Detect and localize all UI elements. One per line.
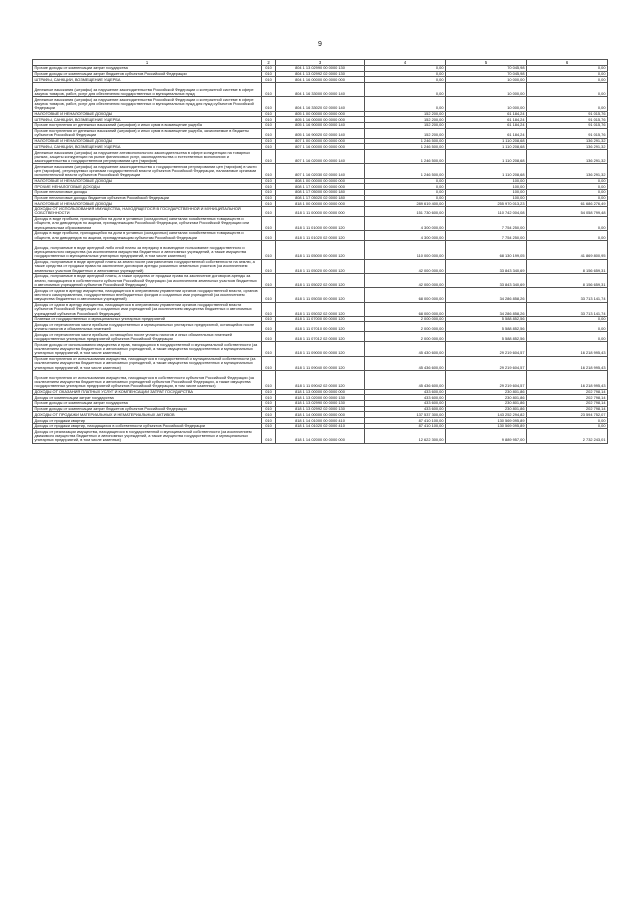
page-number: 9 — [318, 41, 322, 48]
row-executed-amount: 70 045,98 — [446, 66, 527, 72]
row-approved-amount: 0,00 — [365, 190, 446, 196]
row-approved-amount: 0,00 — [365, 195, 446, 201]
row-name: НАЛОГОВЫЕ И НЕНАЛОГОВЫЕ ДОХОДЫ — [33, 111, 262, 117]
row-classification-code: 818 1 13 02992 02 0000 130 — [276, 406, 365, 412]
row-approved-amount: 151 730 600,00 — [365, 207, 446, 217]
row-line-code: 010 — [262, 66, 276, 72]
table-row — [33, 117, 608, 123]
row-name: Прочие доходы от компенсации затрат государства — [33, 66, 262, 72]
row-executed-amount: 100,00 — [446, 178, 527, 184]
table-row — [33, 216, 608, 230]
column-header: 1 — [33, 60, 262, 66]
row-remaining-amount: 54 058 799,48 — [527, 207, 608, 217]
row-classification-code: 808 1 17 00000 00 0000 000 — [276, 184, 365, 190]
row-line-code: 010 — [262, 389, 276, 395]
row-approved-amount: 0,00 — [365, 184, 446, 190]
row-classification-code: 818 1 14 01020 02 0000 410 — [276, 423, 365, 429]
row-executed-amount: 10 000,00 — [446, 77, 527, 83]
row-name: Прочие неналоговые доходы — [33, 190, 262, 196]
row-executed-amount: 110 742 004,08 — [446, 207, 527, 217]
row-executed-amount: 61 184,24 — [446, 117, 527, 123]
row-executed-amount: 29 219 604,57 — [446, 371, 527, 390]
row-executed-amount: 130 569 095,89 — [446, 423, 527, 429]
row-line-code: 010 — [262, 418, 276, 424]
row-classification-code: 805 1 16 90000 00 0000 140 — [276, 123, 365, 129]
row-approved-amount: 289 619 400,00 — [365, 201, 446, 207]
row-classification-code: 818 1 14 02000 00 0000 000 — [276, 429, 365, 443]
row-line-code: 010 — [262, 241, 276, 260]
row-name: Прочие поступления от денежных взысканий (штрафов) и иных сумм в возмещение ущерба — [33, 123, 262, 129]
row-approved-amount: 1 246 500,00 — [365, 144, 446, 150]
row-approved-amount: 152 200,00 — [365, 111, 446, 117]
row-executed-amount: 1 110 208,68 — [446, 144, 527, 150]
row-remaining-amount: 0,00 — [527, 184, 608, 190]
row-line-code: 010 — [262, 322, 276, 332]
row-approved-amount: 2 000 000,00 — [365, 316, 446, 322]
row-classification-code: 818 1 14 00000 00 0000 000 — [276, 412, 365, 418]
row-name: Доходы от реализации имущества, находящегося в государственной и муниципальной собственности (за исключением движимого имущества бюджетных и автономных учреждений, а также имущества государственных и муниципальных унитарных предприятий, в том числе казенных) — [33, 429, 262, 443]
row-executed-amount: 33 843 340,69 — [446, 273, 527, 287]
row-remaining-amount: 202 798,14 — [527, 406, 608, 412]
row-classification-code: 818 1 11 09000 00 0000 120 — [276, 342, 365, 356]
table-row — [33, 356, 608, 370]
row-line-code: 010 — [262, 302, 276, 316]
row-executed-amount: 61 184,24 — [446, 123, 527, 129]
row-line-code: 010 — [262, 429, 276, 443]
row-name: НАЛОГОВЫЕ И НЕНАЛОГОВЫЕ ДОХОДЫ — [33, 201, 262, 207]
row-classification-code: 804 1 16 33000 00 0000 140 — [276, 83, 365, 97]
row-line-code: 010 — [262, 207, 276, 217]
row-approved-amount: 433 600,00 — [365, 395, 446, 401]
row-executed-amount: 9 889 957,00 — [446, 429, 527, 443]
row-name: ПРОЧИЕ НЕНАЛОГОВЫЕ ДОХОДЫ — [33, 184, 262, 190]
row-remaining-amount: 33 713 141,74 — [527, 302, 608, 316]
row-approved-amount: 110 000 000,00 — [365, 241, 446, 260]
row-remaining-amount: 202 798,14 — [527, 389, 608, 395]
row-executed-amount: 70 045,98 — [446, 71, 527, 77]
row-remaining-amount: 16 218 995,43 — [527, 371, 608, 390]
row-classification-code: 818 1 14 01000 00 0000 410 — [276, 418, 365, 424]
row-classification-code: 818 1 00 00000 00 0000 000 — [276, 201, 365, 207]
row-name: Прочие поступления от использования имущества, находящегося в собственности субъектов Российской Федерации (за исключением имущества бюджетных и автономных учреждений субъектов Российской Федерации, а также имущества государственных унитарных предприятий субъектов Российской Федерации, в том числе казенных) — [33, 371, 262, 390]
row-remaining-amount: 0,00 — [527, 332, 608, 342]
row-classification-code: 805 1 16 00000 00 0000 000 — [276, 117, 365, 123]
column-header: 4 — [365, 60, 446, 66]
row-line-code: 010 — [262, 138, 276, 144]
row-line-code: 010 — [262, 231, 276, 241]
row-name: Прочие поступления от денежных взысканий (штрафов) и иных сумм в возмещение ущерба, зачисляемые в бюджеты субъектов Российской Федерации — [33, 128, 262, 138]
column-header: 3 — [276, 60, 365, 66]
row-name: Доходы от продажи квартир — [33, 418, 262, 424]
row-classification-code: 818 1 11 05020 00 0000 120 — [276, 259, 365, 273]
table-row — [33, 241, 608, 260]
row-remaining-amount: 0,00 — [527, 423, 608, 429]
row-line-code: 010 — [262, 401, 276, 407]
row-executed-amount: 7 754 250,00 — [446, 231, 527, 241]
table-row — [33, 195, 608, 201]
row-approved-amount: 42 000 000,00 — [365, 273, 446, 287]
row-remaining-amount: 16 218 995,43 — [527, 356, 608, 370]
column-header: 2 — [262, 60, 276, 66]
row-line-code: 010 — [262, 216, 276, 230]
row-line-code: 010 — [262, 412, 276, 418]
row-line-code: 010 — [262, 406, 276, 412]
table-row — [33, 144, 608, 150]
row-remaining-amount: 33 713 141,74 — [527, 288, 608, 302]
row-approved-amount: 0,00 — [365, 66, 446, 72]
row-executed-amount: 1 110 208,68 — [446, 150, 527, 164]
row-remaining-amount: 202 798,14 — [527, 395, 608, 401]
row-remaining-amount: 136 291,32 — [527, 144, 608, 150]
table-row — [33, 342, 608, 356]
row-classification-code: 807 1 00 00000 00 0000 000 — [276, 138, 365, 144]
row-classification-code: 805 1 00 00000 00 0000 000 — [276, 111, 365, 117]
row-remaining-amount: 0,00 — [527, 195, 608, 201]
row-name: НАЛОГОВЫЕ И НЕНАЛОГОВЫЕ ДОХОДЫ — [33, 138, 262, 144]
row-approved-amount: 1 246 500,00 — [365, 150, 446, 164]
row-name: Доходы от перечисления части прибыли государственных и муниципальных унитарных предприятий, остающейся после уплаты налогов и обязательных платежей — [33, 322, 262, 332]
report-body — [33, 66, 608, 444]
row-name: Платежи от государственных и муниципальных унитарных предприятий — [33, 316, 262, 322]
row-name: Денежные взыскания (штрафы) за нарушение законодательства Российской Федерации о контрактной системе в сфере закупок товаров, работ, услуг для обеспечения государственных и муниципальных нужд для нужд субъектов Российской Федерации — [33, 97, 262, 111]
row-line-code: 010 — [262, 316, 276, 322]
row-approved-amount: 4 300 000,00 — [365, 216, 446, 230]
table-row — [33, 273, 608, 287]
row-approved-amount: 45 436 600,00 — [365, 371, 446, 390]
row-line-code: 010 — [262, 97, 276, 111]
row-remaining-amount: 136 291,32 — [527, 138, 608, 144]
row-executed-amount: 68 130 199,05 — [446, 241, 527, 260]
row-classification-code: 808 1 17 05020 02 0000 180 — [276, 195, 365, 201]
row-executed-amount: 1 110 208,68 — [446, 164, 527, 178]
row-remaining-amount: 91 015,76 — [527, 128, 608, 138]
row-classification-code: 818 1 11 07012 02 0000 120 — [276, 332, 365, 342]
row-approved-amount: 2 000 000,00 — [365, 322, 446, 332]
row-line-code: 010 — [262, 423, 276, 429]
row-name: Доходы в виде прибыли, приходящейся на доли в уставных (складочных) капиталах хозяйственных товариществ и обществ, или дивидендов по акциям, принадлежащим субъектам Российской Федерации — [33, 231, 262, 241]
row-classification-code: 818 1 11 07000 00 0000 120 — [276, 316, 365, 322]
row-executed-amount: 61 184,24 — [446, 128, 527, 138]
row-approved-amount: 152 200,00 — [365, 123, 446, 129]
row-remaining-amount: 0,00 — [527, 418, 608, 424]
row-name: ШТРАФЫ, САНКЦИИ, ВОЗМЕЩЕНИЕ УЩЕРБА — [33, 77, 262, 83]
row-classification-code: 818 1 11 09040 00 0000 120 — [276, 356, 365, 370]
row-line-code: 010 — [262, 123, 276, 129]
row-approved-amount: 433 600,00 — [365, 406, 446, 412]
row-classification-code: 808 1 00 00000 00 0000 000 — [276, 178, 365, 184]
row-classification-code: 807 1 16 02000 00 0000 140 — [276, 150, 365, 164]
row-classification-code: 818 1 11 05000 00 0000 120 — [276, 241, 365, 260]
table-row — [33, 316, 608, 322]
row-remaining-amount: 91 015,76 — [527, 117, 608, 123]
row-name: Доходы от продажи квартир, находящихся в собственности субъектов Российской Федерации — [33, 423, 262, 429]
table-row — [33, 259, 608, 273]
row-line-code: 010 — [262, 128, 276, 138]
row-name: Прочие доходы от компенсации затрат государства — [33, 401, 262, 407]
table-row — [33, 423, 608, 429]
row-executed-amount: 100,00 — [446, 195, 527, 201]
row-line-code: 010 — [262, 332, 276, 342]
row-approved-amount: 0,00 — [365, 178, 446, 184]
row-approved-amount: 1 246 500,00 — [365, 164, 446, 178]
row-line-code: 010 — [262, 150, 276, 164]
row-approved-amount: 2 000 000,00 — [365, 332, 446, 342]
row-approved-amount: 4 300 000,00 — [365, 231, 446, 241]
row-classification-code: 804 1 13 02992 02 0000 130 — [276, 71, 365, 77]
row-name: Прочие доходы от использования имущества и прав, находящихся в государственной и муниципальной собственности (за исключением имущества бюджетных и автономных учреждений, а также имущества государственных и муниципальных унитарных предприятий, в том числе казенных) — [33, 342, 262, 356]
row-executed-amount: 130 569 095,89 — [446, 418, 527, 424]
row-name: Доходы, получаемые в виде арендной платы, а также средства от продажи права на заключение договоров аренды за земли, находящиеся в собственности субъектов Российской Федерации (за исключением земельных участков бюджетных и автономных учреждений субъектов Российской Федерации) — [33, 273, 262, 287]
row-remaining-amount: 8 156 659,31 — [527, 273, 608, 287]
row-name: ШТРАФЫ, САНКЦИИ, ВОЗМЕЩЕНИЕ УЩЕРБА — [33, 144, 262, 150]
row-remaining-amount: 91 015,76 — [527, 123, 608, 129]
row-classification-code: 804 1 16 00000 00 0000 000 — [276, 77, 365, 83]
row-line-code: 010 — [262, 83, 276, 97]
row-line-code: 010 — [262, 178, 276, 184]
row-classification-code: 818 1 13 02000 00 0000 130 — [276, 395, 365, 401]
row-remaining-amount: 23 594 752,07 — [527, 412, 608, 418]
row-executed-amount: 230 801,86 — [446, 406, 527, 412]
row-approved-amount: 87 410 100,00 — [365, 423, 446, 429]
table-row — [33, 97, 608, 111]
row-remaining-amount: 41 869 800,95 — [527, 241, 608, 260]
row-remaining-amount: 91 015,76 — [527, 111, 608, 117]
table-row — [33, 332, 608, 342]
table-row — [33, 412, 608, 418]
row-remaining-amount: 0,00 — [527, 322, 608, 332]
row-classification-code: 808 1 17 05000 00 0000 180 — [276, 190, 365, 196]
row-executed-amount: 230 801,86 — [446, 401, 527, 407]
row-remaining-amount: 202 798,14 — [527, 401, 608, 407]
table-row — [33, 150, 608, 164]
row-approved-amount: 152 200,00 — [365, 117, 446, 123]
row-classification-code: 818 1 11 00000 00 0000 000 — [276, 207, 365, 217]
row-classification-code: 818 1 13 02990 00 0000 130 — [276, 401, 365, 407]
row-classification-code: 818 1 11 05022 02 0000 120 — [276, 273, 365, 287]
row-executed-amount: 34 286 858,26 — [446, 302, 527, 316]
row-remaining-amount: 0,00 — [527, 231, 608, 241]
table-row — [33, 128, 608, 138]
row-name: Доходы от компенсации затрат государства — [33, 395, 262, 401]
row-approved-amount: 433 600,00 — [365, 389, 446, 395]
row-executed-amount: 1 110 208,68 — [446, 138, 527, 144]
row-approved-amount: 0,00 — [365, 71, 446, 77]
table-row — [33, 371, 608, 390]
row-approved-amount: 152 200,00 — [365, 128, 446, 138]
row-name: Прочие поступления от использования имущества, находящегося в государственной и муниципальной собственности (за исключением имущества бюджетных и автономных учреждений, а также имущества государственных и муниципальных унитарных предприятий, в том числе казенных) — [33, 356, 262, 370]
row-executed-amount: 33 843 340,69 — [446, 259, 527, 273]
row-name: Доходы, получаемые в виде арендной либо иной платы за передачу в возмездное пользование государственного и муниципального имущества (за исключением имущества бюджетных и автономных учреждений, а также имущества государственных и муниципальных унитарных предприятий, в том числе казенных) — [33, 241, 262, 260]
row-executed-amount: 143 252 294,82 — [446, 412, 527, 418]
table-row — [33, 164, 608, 178]
row-name: НАЛОГОВЫЕ И НЕНАЛОГОВЫЕ ДОХОДЫ — [33, 178, 262, 184]
table-row — [33, 71, 608, 77]
row-approved-amount: 0,00 — [365, 97, 446, 111]
row-name: Прочие доходы от компенсации затрат бюджетов субъектов Российской Федерации — [33, 71, 262, 77]
row-executed-amount: 100,00 — [446, 184, 527, 190]
row-remaining-amount: 0,00 — [527, 71, 608, 77]
row-approved-amount: 45 430 600,00 — [365, 342, 446, 356]
table-row — [33, 406, 608, 412]
row-approved-amount: 42 000 000,00 — [365, 259, 446, 273]
row-name: Денежные взыскания (штрафы) за нарушение антимонопольного законодательства в сфере конкуренции на товарных рынках, защиты конкуренции на рынке финансовых услуг, законодательства о естественных монополиях и законодательства о государственном регулировании цен (тарифов) — [33, 150, 262, 164]
row-name: Доходы от сдачи в аренду имущества, находящегося в оперативном управлении органов государственной власти, органов местного самоуправления, государственных внебюджетных фондов и созданных ими учреждений (за исключением имущества бюджетных и автономных учреждений) — [33, 288, 262, 302]
row-remaining-amount: 0,00 — [527, 83, 608, 97]
row-executed-amount: 61 184,24 — [446, 111, 527, 117]
row-line-code: 010 — [262, 273, 276, 287]
row-remaining-amount: 0,00 — [527, 178, 608, 184]
row-line-code: 010 — [262, 395, 276, 401]
row-approved-amount: 45 436 600,00 — [365, 356, 446, 370]
table-row — [33, 302, 608, 316]
row-executed-amount: 5 588 852,56 — [446, 332, 527, 342]
row-remaining-amount: 0,00 — [527, 66, 608, 72]
row-classification-code: 818 1 11 09042 02 0000 120 — [276, 371, 365, 390]
row-name: Доходы, получаемые в виде арендной платы за земли после разграничения государственной собственности на землю, а также средства от продажи права на заключение договоров аренды указанных земельных участков (за исключением земельных участков бюджетных и автономных учреждений) — [33, 259, 262, 273]
row-approved-amount: 433 600,00 — [365, 401, 446, 407]
row-executed-amount: 5 588 852,56 — [446, 322, 527, 332]
row-name: ДОХОДЫ ОТ ПРОДАЖИ МАТЕРИАЛЬНЫХ И НЕМАТЕРИАЛЬНЫХ АКТИВОВ — [33, 412, 262, 418]
row-approved-amount: 1 246 500,00 — [365, 138, 446, 144]
row-executed-amount: 230 801,86 — [446, 389, 527, 395]
row-line-code: 010 — [262, 164, 276, 178]
row-classification-code: 805 1 16 90020 02 0000 140 — [276, 128, 365, 138]
revenue-report-table — [32, 59, 608, 444]
row-classification-code: 804 1 13 02990 00 0000 130 — [276, 66, 365, 72]
row-executed-amount: 255 970 013,23 — [446, 201, 527, 207]
table-row — [33, 389, 608, 395]
row-classification-code: 818 1 13 00000 00 0000 000 — [276, 389, 365, 395]
row-remaining-amount: 0,00 — [527, 216, 608, 230]
row-line-code: 010 — [262, 356, 276, 370]
table-row — [33, 401, 608, 407]
row-classification-code: 807 1 16 00000 00 0000 000 — [276, 144, 365, 150]
row-line-code: 010 — [262, 190, 276, 196]
table-row — [33, 429, 608, 443]
row-line-code: 010 — [262, 288, 276, 302]
row-name: Доходы в виде прибыли, приходящейся на доли в уставных (складочных) капиталах хозяйственных товариществ и обществ, или дивидендов по акциям, принадлежащим Российской Федерации, субъектам Российской Федерации или муниципальным образованиям — [33, 216, 262, 230]
row-approved-amount: 0,00 — [365, 77, 446, 83]
row-approved-amount: 0,00 — [365, 83, 446, 97]
column-header: 5 — [446, 60, 527, 66]
row-remaining-amount: 16 218 995,43 — [527, 342, 608, 356]
column-header: 6 — [527, 60, 608, 66]
row-remaining-amount: 8 156 659,31 — [527, 259, 608, 273]
row-executed-amount: 10 000,00 — [446, 83, 527, 97]
row-classification-code: 818 1 11 01000 00 0000 120 — [276, 216, 365, 230]
row-name: Доходы от перечисления части прибыли, остающейся после уплаты налогов и иных обязательных платежей государственных унитарных предприятий субъектов Российской Федерации — [33, 332, 262, 342]
row-executed-amount: 100,00 — [446, 190, 527, 196]
table-row — [33, 207, 608, 217]
row-line-code: 010 — [262, 195, 276, 201]
row-approved-amount: 137 537 300,00 — [365, 412, 446, 418]
row-executed-amount: 34 286 858,26 — [446, 288, 527, 302]
row-name: Прочие неналоговые доходы бюджетов субъектов Российской Федерации — [33, 195, 262, 201]
row-line-code: 010 — [262, 77, 276, 83]
row-remaining-amount: 2 732 243,01 — [527, 429, 608, 443]
row-executed-amount: 29 219 604,57 — [446, 356, 527, 370]
row-remaining-amount: 136 291,32 — [527, 164, 608, 178]
row-remaining-amount: 0,00 — [527, 77, 608, 83]
row-executed-amount: 5 588 852,56 — [446, 316, 527, 322]
row-line-code: 010 — [262, 259, 276, 273]
row-remaining-amount: 0,00 — [527, 190, 608, 196]
table-row — [33, 77, 608, 83]
row-name: Прочие доходы от компенсации затрат бюджетов субъектов Российской Федерации — [33, 406, 262, 412]
row-remaining-amount: 136 291,32 — [527, 150, 608, 164]
row-executed-amount: 7 754 250,00 — [446, 216, 527, 230]
row-line-code: 010 — [262, 371, 276, 390]
row-remaining-amount: 0,00 — [527, 316, 608, 322]
table-row — [33, 322, 608, 332]
row-name: ШТРАФЫ, САНКЦИИ, ВОЗМЕЩЕНИЕ УЩЕРБА — [33, 117, 262, 123]
row-line-code: 010 — [262, 71, 276, 77]
row-executed-amount: 230 801,86 — [446, 395, 527, 401]
row-classification-code: 807 1 16 02030 02 0000 140 — [276, 164, 365, 178]
row-classification-code: 818 1 11 05030 00 0000 120 — [276, 288, 365, 302]
row-classification-code: 804 1 16 33020 02 0000 140 — [276, 97, 365, 111]
row-remaining-amount: 61 686 276,49 — [527, 201, 608, 207]
row-line-code: 010 — [262, 111, 276, 117]
row-approved-amount: 87 410 100,00 — [365, 418, 446, 424]
row-classification-code: 818 1 11 07010 00 0000 120 — [276, 322, 365, 332]
table-row — [33, 288, 608, 302]
row-approved-amount: 12 622 300,00 — [365, 429, 446, 443]
row-line-code: 010 — [262, 201, 276, 207]
row-line-code: 010 — [262, 117, 276, 123]
row-name: Денежные взыскания (штрафы) за нарушение законодательства о государственном регулировании цен (тарифов) в части цен (тарифов), регулируемых органами государственной власти субъектов Российской Федерации, налагаемые органами исполнительной власти субъектов Российской Федерации — [33, 164, 262, 178]
table-row — [33, 123, 608, 129]
row-line-code: 010 — [262, 342, 276, 356]
row-classification-code: 818 1 11 05032 02 0000 120 — [276, 302, 365, 316]
table-row — [33, 66, 608, 72]
row-approved-amount: 68 000 000,00 — [365, 302, 446, 316]
row-approved-amount: 68 000 000,00 — [365, 288, 446, 302]
row-name: ДОХОДЫ ОТ ИСПОЛЬЗОВАНИЯ ИМУЩЕСТВА, НАХОДЯЩЕГОСЯ В ГОСУДАРСТВЕННОЙ И МУНИЦИПАЛЬНОЙ СОБСТВЕННОСТИ — [33, 207, 262, 217]
row-executed-amount: 10 000,00 — [446, 97, 527, 111]
table-row — [33, 231, 608, 241]
row-line-code: 010 — [262, 184, 276, 190]
row-name: Денежные взыскания (штрафы) за нарушение законодательства Российской Федерации о контрактной системе в сфере закупок товаров, работ, услуг для обеспечения государственных и муниципальных нужд — [33, 83, 262, 97]
row-remaining-amount: 0,00 — [527, 97, 608, 111]
row-name: ДОХОДЫ ОТ ОКАЗАНИЯ ПЛАТНЫХ УСЛУГ И КОМПЕНСАЦИИ ЗАТРАТ ГОСУДАРСТВА — [33, 389, 262, 395]
row-classification-code: 818 1 11 01020 02 0000 120 — [276, 231, 365, 241]
row-name: Доходы от сдачи в аренду имущества, находящегося в оперативном управлении органов государственной власти субъектов Российской Федерации и созданных ими учреждений (за исключением имущества бюджетных и автономных учреждений субъектов Российской Федерации) — [33, 302, 262, 316]
row-executed-amount: 29 219 604,57 — [446, 342, 527, 356]
table-row — [33, 83, 608, 97]
row-line-code: 010 — [262, 144, 276, 150]
